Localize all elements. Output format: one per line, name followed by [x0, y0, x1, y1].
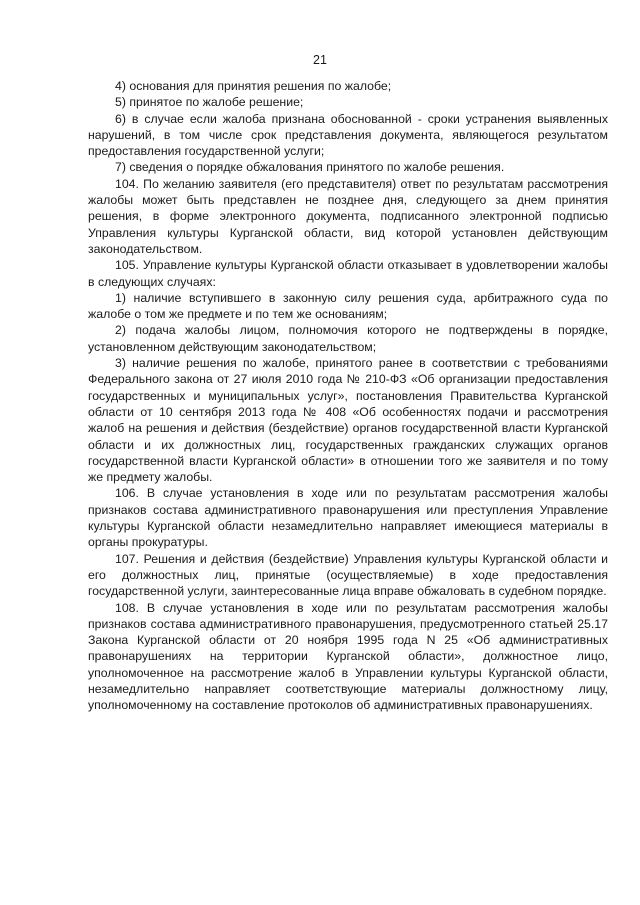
paragraph-106: 106. В случае установления в ходе или по результатам рассмотрения жалобы признаков состава административного правонарушения или преступления Управление культуры Курганской области незамедлительно направляет имеющиеся материалы в органы прокуратуры.: [88, 486, 608, 550]
list-item-105-3: 3) наличие решения по жалобе, принятого ранее в соответствии с требованиями Федерального закона от 27 июля 2010 года № 210-ФЗ «Об организации предоставления государственных и муниципальных услуг», постановления Правительства Курганской области от 10 сентября 2013 года № 408 «Об особенностях подачи и рассмотрения жалоб на решения и действия (бездействие) органов государственной власти Курганской области и их должностных лиц, государственных гражданских служащих органов государственной власти Курганской области» в отношении того же заявителя и по тому же предмету жалобы.: [88, 356, 608, 485]
page-number: 21: [313, 53, 327, 67]
paragraph-108: 108. В случае установления в ходе или по результатам рассмотрения жалобы признаков состава административного правонарушения, предусмотренного статьей 25.17 Закона Курганской области от 20 ноября 1995 года N 25 «Об административных правонарушениях на территории Курганской области», должностное лицо, уполномоченное на рассмотрение жалоб в Управлении культуры Курганской области, незамедлительно направляет соответствующие материалы должностному лицу, уполномоченному на составление протоколов об административных правонарушениях.: [88, 600, 608, 713]
document-body: [88, 78, 608, 714]
paragraph-104: 104. По желанию заявителя (его представителя) ответ по результатам рассмотрения жалобы может быть представлен не позднее дня, следующего за днем принятия решения, в форме электронного документа, подписанного электронной подписью Управления культуры Курганской области, вид которой установлен действующим законодательством.: [88, 176, 608, 256]
list-item-105-1: 1) наличие вступившего в законную силу решения суда, арбитражного суда по жалобе о том же предмете и по тем же основаниям;: [88, 290, 608, 322]
list-item-105-2: 2) подача жалобы лицом, полномочия которого не подтверждены в порядке, установленном действующим законодательством;: [88, 323, 608, 354]
list-item-6-deadlines: 6) в случае если жалоба признана обоснованной - сроки устранения выявленных нарушений, в том числе срок представления документа, являющегося результатом предоставления государственной услуги;: [88, 111, 608, 159]
list-item-5-decision: 5) принятое по жалобе решение;: [115, 95, 304, 110]
list-item-7-appeal-procedure: 7) сведения о порядке обжалования принятого по жалобе решения.: [115, 160, 505, 175]
list-item-4-grounds: 4) основания для принятия решения по жалобе;: [115, 79, 392, 93]
paragraph-105: 105. Управление культуры Курганской области отказывает в удовлетворении жалобы в следующих случаях:: [88, 258, 608, 289]
paragraph-107: 107. Решения и действия (бездействие) Управления культуры Курганской области и его должностных лиц, принятые (осуществляемые) в ходе предоставления государственной услуги, заинтересованные лица вправе обжаловать в судебном порядке.: [88, 551, 608, 599]
